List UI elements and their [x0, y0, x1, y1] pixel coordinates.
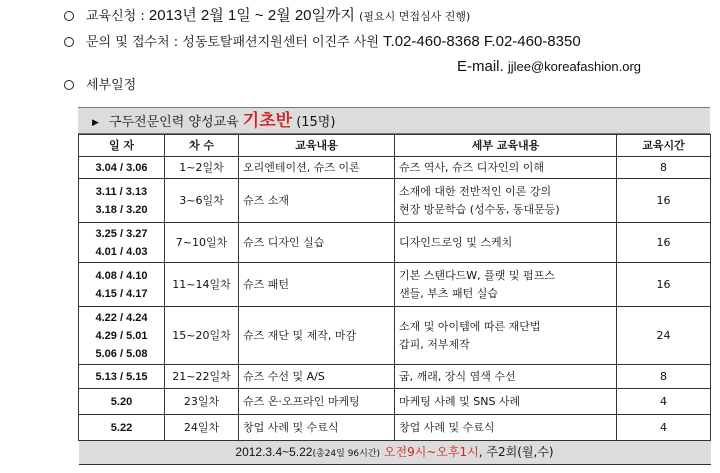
interview-note: (필요시 면접심사 진행) [359, 10, 471, 23]
circle-bullet-icon [64, 11, 74, 21]
footer-time: 오전9시~오후1시 [383, 444, 479, 459]
table-row: 5.13 / 5.15 21~22일차 슈즈 수선 및 A/S 굽, 깨래, 장식 염색 수선 8 [79, 365, 711, 389]
info-contact: 문의 및 접수처 : 성동토탈패션지원센터 이진주 사원 T.02-460-8368 F.02-460-8350 [64, 33, 581, 52]
table-row: 5.22 24일차 창업 사례 및 수료식 창업 사례 및 수료식 4 [79, 415, 711, 441]
footer-period: 2012.3.4~5.22 [235, 444, 313, 459]
registration-dates: 2013년 2월 1일 ~ 2월 20일까지 [148, 7, 355, 24]
header-hours: 교육시간 [617, 135, 711, 157]
table-row: 4.08 / 4.10 4.15 / 4.17 11~14일차 슈즈 패턴 기본 스탠다드W, 플랫 및 펌프스 샌들, 부츠 패턴 실습 16 [79, 263, 711, 307]
header-session: 차 수 [165, 135, 239, 157]
info-registration: 교육신청 : 2013년 2월 1일 ~ 2월 20일까지 (필요시 면접심사 진행) [64, 7, 470, 26]
table-row: 4.22 / 4.24 4.29 / 5.01 5.06 / 5.08 15~20일차 슈즈 재단 및 제작, 마감 소재 및 아이템에 따른 재단법 갑피, 저부제작 24 [79, 307, 711, 365]
schedule-table [78, 134, 711, 465]
contact-phone: T.02-460-8368 F.02-460-8350 [383, 33, 581, 50]
table-row: 3.11 / 3.13 3.18 / 3.20 3~6일차 슈즈 소재 소재에 대한 전반적인 이론 강의 현장 방문학습 (성수동, 동대문등) 16 [79, 179, 711, 223]
circle-bullet-icon [64, 80, 74, 90]
header-content: 교육내용 [239, 135, 395, 157]
circle-bullet-icon [64, 37, 74, 47]
header-date: 일 자 [79, 135, 165, 157]
course-level: 기초반 [242, 111, 293, 131]
info-email: E-mail. jjlee@koreafashion.org [457, 58, 642, 75]
table-row: 3.04 / 3.06 1~2일차 오리엔테이션, 슈즈 이론 슈즈 역사, 슈즈 디자인의 이해 8 [79, 157, 711, 179]
header-detail: 세부 교육내용 [395, 135, 617, 157]
table-footer-row [79, 441, 711, 465]
info-schedule-heading: 세부일정 [64, 77, 136, 95]
table-row: 3.25 / 3.27 4.01 / 4.03 7~10일차 슈즈 디자인 실습 디자인드로잉 및 스케치 16 [79, 223, 711, 263]
email-link[interactable]: jjlee@koreafashion.org [507, 59, 642, 74]
course-banner: ▶ 구두전문인력 양성교육 기초반 (15명) [78, 107, 710, 134]
table-row: 5.20 23일차 슈즈 온·오프라인 마케팅 마케팅 사례 및 SNS 사례 4 [79, 389, 711, 415]
triangle-right-icon: ▶ [92, 118, 99, 128]
footer-days: , 주2회(월,수) [478, 444, 554, 459]
footer-total: (총24일 96시간) [312, 448, 381, 459]
table-header-row [79, 135, 711, 157]
